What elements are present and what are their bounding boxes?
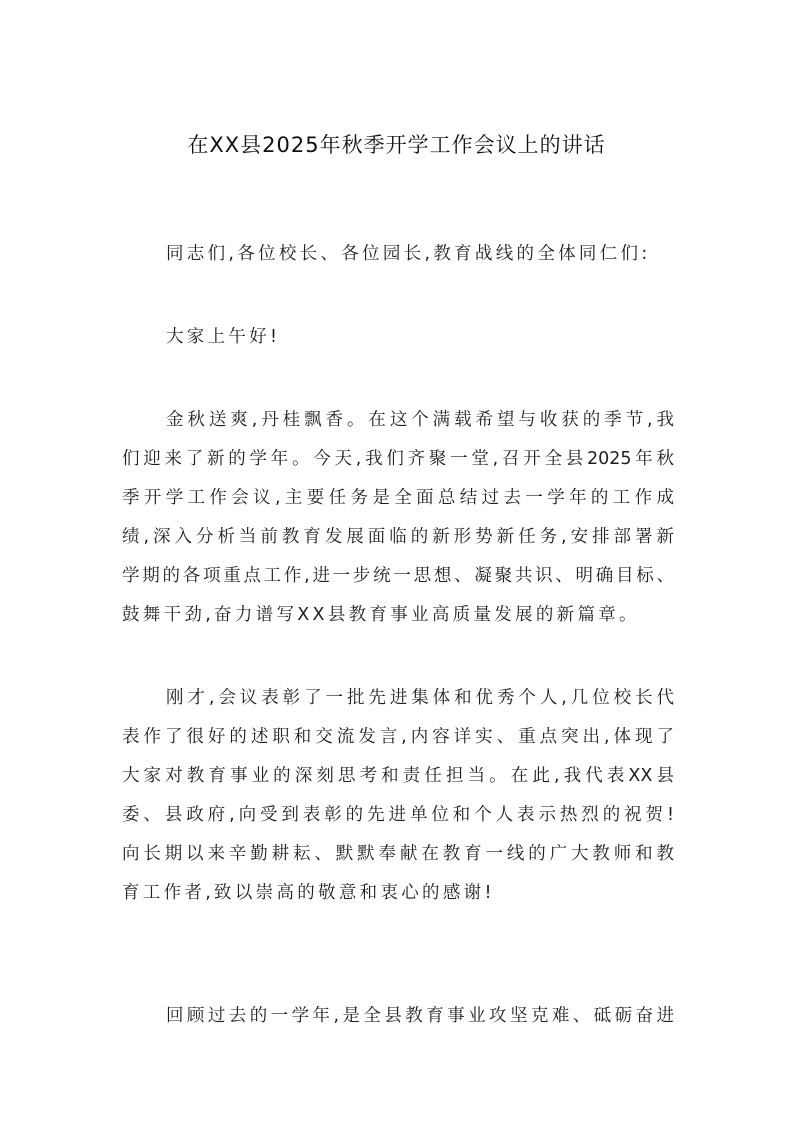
commendation-line-2: 表作了很好的述职和交流发言,内容详实、重点突出,体现了 <box>122 727 674 747</box>
document-title: 在XX县2025年秋季开学工作会议上的讲话 <box>187 133 606 157</box>
opening-line-5: 学期的各项重点工作,进一步统一思想、凝聚共识、明确目标、 <box>122 566 674 586</box>
commendation-line-1: 刚才,会议表彰了一批先进集体和优秀个人,几位校长代 <box>166 688 674 708</box>
commendation-line-6: 育工作者,致以崇高的敬意和衷心的感谢! <box>122 883 495 903</box>
opening-line-6: 鼓舞干劲,奋力谱写XX县教育事业高质量发展的新篇章。 <box>122 605 640 625</box>
opening-line-1: 金秋送爽,丹桂飘香。在这个满载希望与收获的季节,我 <box>166 410 674 430</box>
commendation-line-3: 大家对教育事业的深刻思考和责任担当。在此,我代表XX县 <box>122 766 674 786</box>
opening-line-3: 季开学工作会议,主要任务是全面总结过去一学年的工作成 <box>122 488 674 508</box>
commendation-line-4: 委、县政府,向受到表彰的先进单位和个人表示热烈的祝贺! <box>122 805 674 825</box>
opening-line-4: 绩,深入分析当前教育发展面临的新形势新任务,安排部署新 <box>122 527 674 547</box>
opening-line-2: 们迎来了新的学年。今天,我们齐聚一堂,召开全县2025年秋 <box>122 449 674 469</box>
review-line-1: 回顾过去的一学年,是全县教育事业攻坚克难、砥砺奋进 <box>166 1006 674 1026</box>
salutation-line: 同志们,各位校长、各位园长,教育战线的全体同仁们: <box>166 244 651 264</box>
greeting-line: 大家上午好! <box>166 327 281 347</box>
commendation-line-5: 向长期以来辛勤耕耘、默默奉献在教育一线的广大教师和教 <box>122 844 674 864</box>
